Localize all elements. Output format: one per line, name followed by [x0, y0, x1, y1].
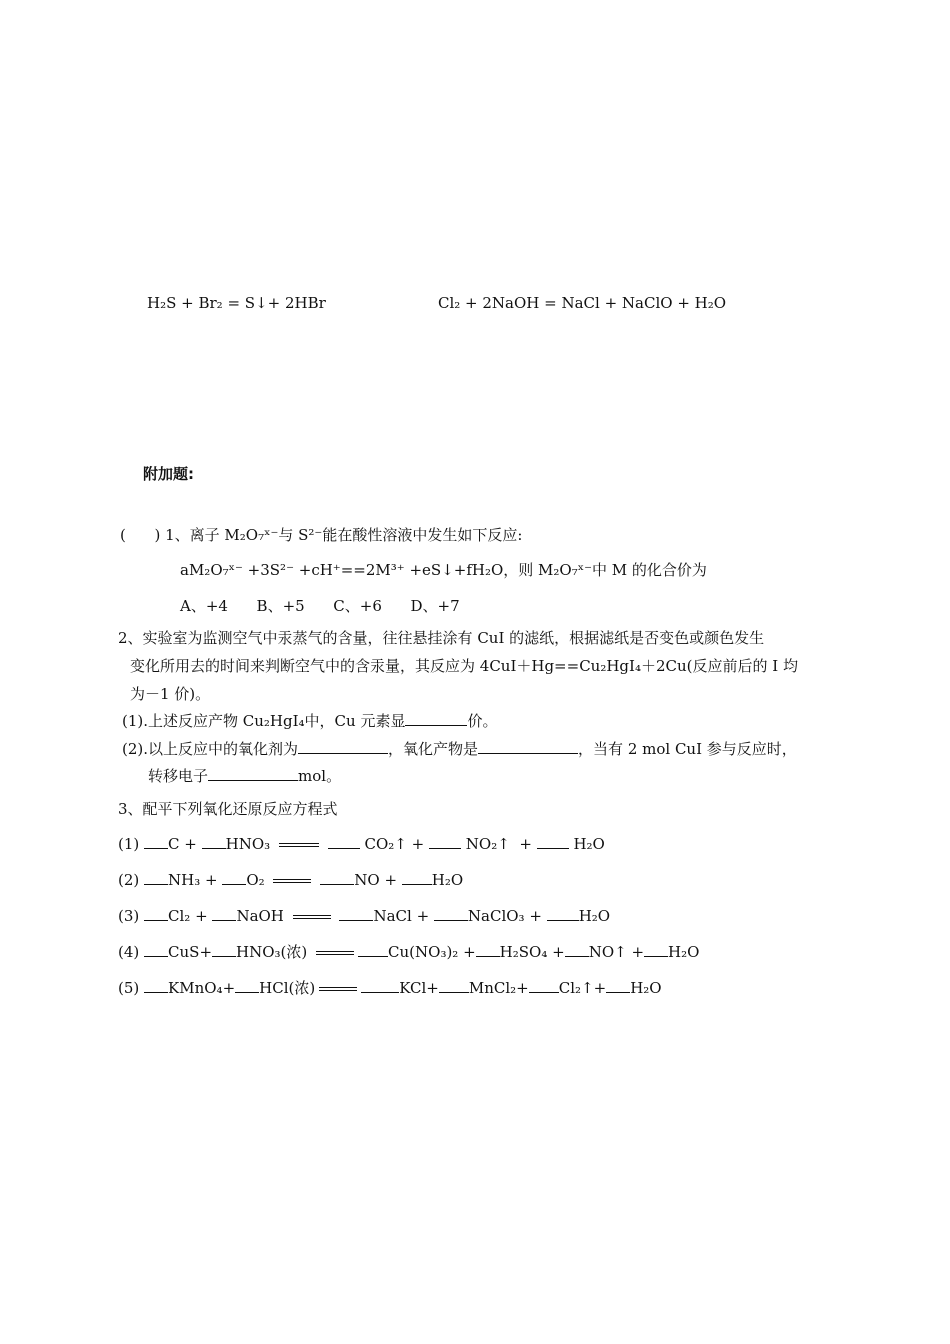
answer-blank[interactable]: [298, 739, 388, 754]
coef-blank[interactable]: [235, 978, 259, 993]
q3-reaction-2: [118, 870, 463, 890]
item-number: (5): [118, 979, 140, 997]
q2-sub1: [122, 711, 497, 731]
answer-blank[interactable]: [405, 711, 467, 726]
coef-blank[interactable]: [144, 978, 168, 993]
coef-blank[interactable]: [361, 978, 399, 993]
q2-sub1-text: (1).上述反应产物 Cu₂HgI₄中，Cu 元素显: [122, 712, 406, 730]
coef-blank[interactable]: [144, 834, 168, 849]
coef-blank[interactable]: [547, 906, 579, 921]
coef-blank[interactable]: [476, 942, 500, 957]
item-number: (4): [118, 943, 140, 961]
q3-reaction-3: [118, 906, 610, 926]
q2-line3: 为－1 价)。: [130, 685, 211, 703]
coef-blank[interactable]: [644, 942, 668, 957]
q2-sub2: [122, 739, 797, 759]
species: NO₂↑ +: [465, 835, 532, 853]
answer-paren: ( ): [120, 526, 161, 544]
item-number: (1): [118, 835, 140, 853]
species: H₂O: [578, 907, 611, 925]
coef-blank[interactable]: [144, 906, 168, 921]
species: CO₂↑ +: [364, 835, 425, 853]
q3-reaction-5: [118, 978, 662, 998]
coef-blank[interactable]: [537, 834, 569, 849]
item-number: (3): [118, 907, 140, 925]
coef-blank[interactable]: [212, 942, 236, 957]
equals-sign: [273, 879, 311, 883]
species: HCl(浓): [259, 979, 316, 997]
q2-line2: 变化所用去的时间来判断空气中的含汞量，其反应为 4CuI＋Hg==Cu₂HgI₄＋2Cu(反应前后的 I 均: [130, 657, 798, 675]
coef-blank[interactable]: [222, 870, 246, 885]
q1-options: A、+4 B、+5 C、+6 D、+7: [180, 597, 460, 615]
q2-sub2-text2: 转移电子: [148, 767, 209, 785]
item-number: (2): [118, 871, 140, 889]
q2-sub2-cont: [148, 766, 341, 786]
q2-line1: 2、实验室为监测空气中汞蒸气的含量，往往悬挂涂有 CuI 的滤纸，根据滤纸是否变色或颜色发生: [118, 629, 765, 647]
q1-reaction: aM₂O₇ˣ⁻ +3S²⁻ +cH⁺==2M³⁺ +eS↓+fH₂O，则 M₂O₇ˣ⁻中 M 的化合价为: [180, 561, 707, 579]
answer-blank[interactable]: [478, 739, 578, 754]
species: Cl₂↑+: [558, 979, 607, 997]
q2-sub2-text: (2).以上反应中的氧化剂为: [122, 740, 299, 758]
section-title: 附加题:: [143, 465, 194, 483]
equals-sign: [293, 915, 331, 919]
coef-blank[interactable]: [439, 978, 469, 993]
species: NaOH: [236, 907, 284, 925]
coef-blank[interactable]: [434, 906, 468, 921]
species: H₂O: [431, 871, 464, 889]
species: KCl+: [399, 979, 439, 997]
coef-blank[interactable]: [144, 942, 168, 957]
q1-stem-text: 1、离子 M₂O₇ˣ⁻与 S²⁻能在酸性溶液中发生如下反应:: [165, 526, 523, 544]
coef-blank[interactable]: [328, 834, 360, 849]
coef-blank[interactable]: [339, 906, 373, 921]
species: H₂O: [668, 943, 700, 961]
species: MnCl₂+: [468, 979, 529, 997]
species: O₂: [246, 871, 265, 889]
coef-blank[interactable]: [606, 978, 630, 993]
coef-blank[interactable]: [320, 870, 354, 885]
equation-h2s-br2: H₂S + Br₂ = S↓+ 2HBr: [147, 294, 326, 312]
q2-sub2-tail: ，当有 2 mol CuI 参与反应时，: [578, 740, 797, 758]
equals-sign: [319, 987, 357, 991]
species: CuS+: [168, 943, 213, 961]
species: HNO₃: [225, 835, 271, 853]
species: Cl₂ +: [168, 907, 208, 925]
q2-sub1-suffix: 价。: [467, 712, 498, 730]
coef-blank[interactable]: [529, 978, 559, 993]
coef-blank[interactable]: [202, 834, 226, 849]
q1-stem: [120, 525, 522, 545]
species: NaCl +: [373, 907, 430, 925]
coef-blank[interactable]: [358, 942, 388, 957]
answer-blank[interactable]: [208, 766, 298, 781]
species: NO↑ +: [588, 943, 645, 961]
q2-sub2-mid: ，氧化产物是: [388, 740, 479, 758]
q3-title: 3、配平下列氧化还原反应方程式: [118, 800, 338, 818]
equals-sign: [316, 951, 354, 955]
coef-blank[interactable]: [429, 834, 461, 849]
species: H₂SO₄ +: [499, 943, 565, 961]
coef-blank[interactable]: [402, 870, 432, 885]
equation-cl2-naoh: Cl₂ + 2NaOH = NaCl + NaClO + H₂O: [438, 294, 727, 312]
coef-blank[interactable]: [144, 870, 168, 885]
q2-sub2-unit: mol。: [298, 767, 342, 785]
species: NH₃ +: [168, 871, 218, 889]
coef-blank[interactable]: [212, 906, 236, 921]
q3-reaction-4: [118, 942, 699, 962]
species: NaClO₃ +: [467, 907, 542, 925]
species: C +: [168, 835, 197, 853]
species: NO +: [354, 871, 398, 889]
equals-sign: [279, 843, 319, 847]
species: H₂O: [630, 979, 662, 997]
species: HNO₃(浓): [236, 943, 308, 961]
coef-blank[interactable]: [565, 942, 589, 957]
q3-reaction-1: [118, 834, 605, 854]
species: H₂O: [573, 835, 605, 853]
species: Cu(NO₃)₂ +: [388, 943, 476, 961]
species: KMnO₄+: [168, 979, 236, 997]
